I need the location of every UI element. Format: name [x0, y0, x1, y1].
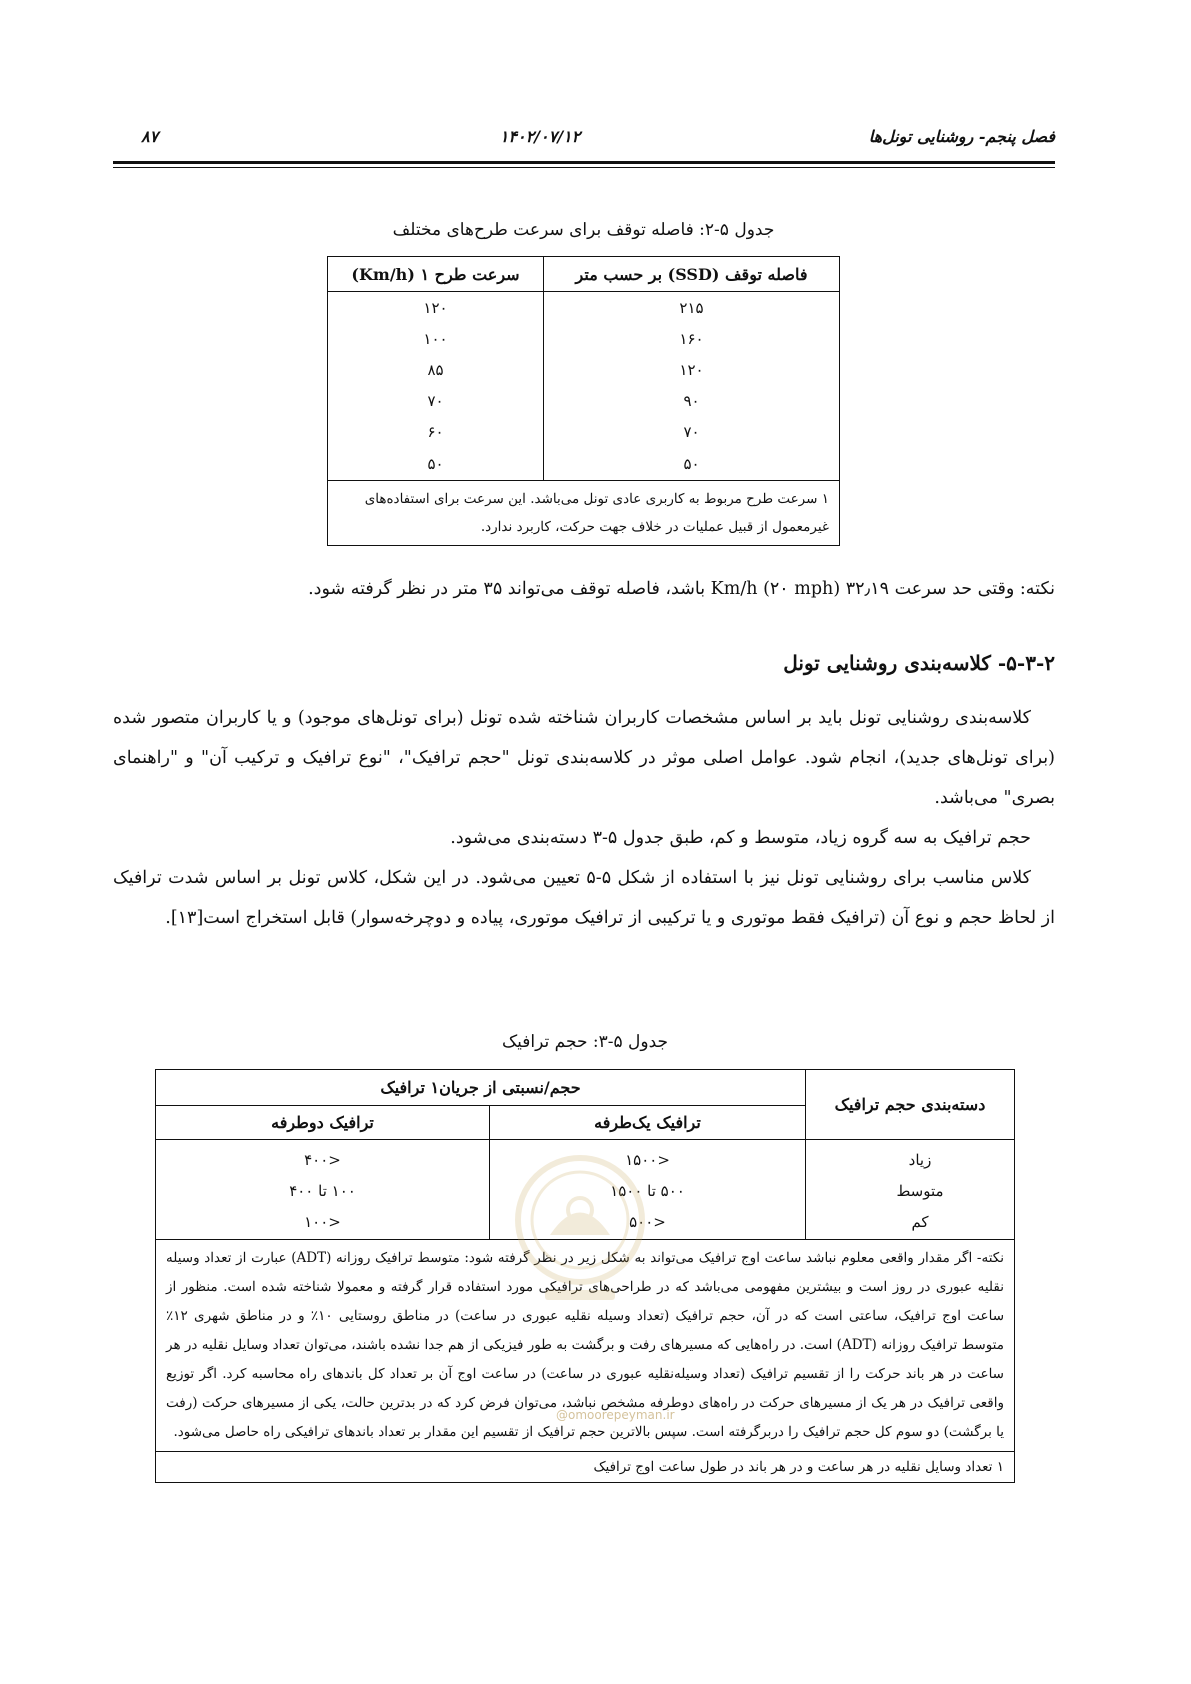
speed-cell: ۷۰ — [328, 385, 544, 416]
section-heading: ۵-۳-۲- کلاسه‌بندی روشنایی تونل — [783, 651, 1055, 675]
header-date: ۱۴۰۲/۰۷/۱۲ — [499, 127, 581, 146]
table-row — [328, 354, 840, 385]
ssd-cell: ۱۶۰ — [544, 323, 840, 354]
col-twoway-header: ترافیک دوطرفه — [156, 1106, 490, 1140]
watermark-text: @omoorepeyman.ir — [556, 1408, 675, 1422]
ssd-cell: ۷۰ — [544, 416, 840, 447]
paragraph: حجم ترافیک به سه گروه زیاد، متوسط و کم، طبق جدول ۵-۳ دسته‌بندی می‌شود. — [450, 828, 1031, 848]
table-footnote-row — [156, 1452, 1015, 1483]
category-cell: کم — [806, 1206, 1015, 1240]
oneway-cell: <۵۰۰ — [490, 1206, 806, 1240]
oneway-cell: <۱۵۰۰ — [490, 1140, 806, 1176]
header-rule-thin — [113, 167, 1055, 168]
twoway-cell: ۱۰۰ تا ۴۰۰ — [156, 1175, 490, 1206]
col-group-header: حجم/نسبتی از جریان۱ ترافیک — [156, 1070, 806, 1106]
chapter-title: فصل پنجم- روشنایی تونل‌ها — [868, 127, 1055, 146]
twoway-cell: <۱۰۰ — [156, 1206, 490, 1240]
paragraph: کلاسه‌بندی روشنایی تونل باید بر اساس مشخصات کاربران شناخته شده تونل (برای تونل‌های موجود) و یا کاربران متصور شده (برای تونل‌های جدید)، انجام شود. عوامل اصلی موثر در کلاسه‌بندی تونل "حجم ترافیک"، "نوع ترافیک و ترکیب آن" و "راهنمای بصری" می‌باشد. — [113, 708, 1055, 808]
col-category-header: دسته‌بندی حجم ترافیک — [806, 1070, 1015, 1140]
category-cell: متوسط — [806, 1175, 1015, 1206]
speed-cell: ۶۰ — [328, 416, 544, 447]
ssd-cell: ۲۱۵ — [544, 292, 840, 324]
table-row — [328, 416, 840, 447]
ssd-cell: ۹۰ — [544, 385, 840, 416]
oneway-cell: ۵۰۰ تا ۱۵۰۰ — [490, 1175, 806, 1206]
table2-footnote: ۱ تعداد وسایل نقلیه در هر ساعت و در هر باند در طول ساعت اوج ترافیک — [156, 1452, 1015, 1483]
col-oneway-header: ترافیک یک‌طرفه — [490, 1106, 806, 1140]
table-row — [328, 323, 840, 354]
header-rule-thick — [113, 161, 1055, 164]
table-row — [156, 1175, 1015, 1206]
table2-note: نکته- اگر مقدار واقعی معلوم نباشد ساعت اوج ترافیک می‌تواند به شکل زیر در نظر گرفته شود: متوسط ترافیک روزانه (ADT) عبارت از تعداد وسیله نقلیه عبوری در روز است و بیشترین مفهومی می‌باشد که در طراحی‌های ترافیکی مورد استفاده قرار گرفته و معمولا شناخته شده است. منظور از ساعت اوج ترافیک، ساعتی است که در آن، حجم ترافیک (تعداد وسیله نقلیه عبوری در ساعت) در مناطق روستایی ۱۰٪ و در مناطق شهری ۱۲٪ متوسط ترافیک روزانه (ADT) است. در راه‌هایی که مسیرهای رفت و برگشت به طور فیزیکی از هم جدا نشده باشند، می‌توان تعداد وسایل نقلیه در هر ساعت در هر باند حرکت را از تقسیم ترافیک (تعداد وسیله‌نقلیه عبوری در ساعت) در ساعت اوج آن بر تعداد کل باندهای راه محاسبه کرد. اگر توزیع واقعی ترافیک در هر یک از مسیرهای حرکت در راه‌های دوطرفه مشخص نباشد، می‌توان فرض کرد که در بدترین حالت، یکی از مسیرهای حرکت (رفت یا برگشت) دو سوم کل حجم ترافیک را دربرگرفته است. سپس بالاترین حجم ترافیک از تقسیم این مقدار بر تعداد باندهای ترافیکی راه حاصل می‌شود. — [156, 1240, 1015, 1452]
category-cell: زیاد — [806, 1140, 1015, 1176]
col-ssd-header: فاصله توقف (SSD) بر حسب متر — [544, 257, 840, 292]
table-header-row — [328, 257, 840, 292]
speed-cell: ۵۰ — [328, 447, 544, 481]
table-row — [156, 1140, 1015, 1176]
table-row — [328, 385, 840, 416]
table-header-row — [156, 1070, 1015, 1106]
stopping-distance-table — [327, 256, 840, 546]
table-row — [328, 292, 840, 324]
table-row — [156, 1206, 1015, 1240]
table-row — [328, 447, 840, 481]
ssd-cell: ۵۰ — [544, 447, 840, 481]
speed-cell: ۱۲۰ — [328, 292, 544, 324]
page-number: ۸۷ — [141, 127, 159, 146]
paragraph: کلاس مناسب برای روشنایی تونل نیز با استفاده از شکل ۵-۵ تعیین می‌شود. در این شکل، کلاس تونل بر اساس شدت ترافیک از لحاظ حجم و نوع آن (ترافیک فقط موتوری و یا ترکیبی از ترافیک موتوری، پیاده و دوچرخه‌سوار) قابل استخراج است[۱۳]. — [113, 868, 1055, 928]
speed-cell: ۱۰۰ — [328, 323, 544, 354]
speed-cell: ۸۵ — [328, 354, 544, 385]
table1-footnote: ۱ سرعت طرح مربوط به کاربری عادی تونل می‌باشد. این سرعت برای استفاده‌های غیرمعمول از قبیل عملیات در خلاف جهت حرکت، کاربرد ندارد. — [328, 481, 840, 546]
table1-caption: جدول ۵-۲: فاصله توقف برای سرعت طرح‌های مختلف — [392, 220, 775, 240]
ssd-cell: ۱۲۰ — [544, 354, 840, 385]
twoway-cell: <۴۰۰ — [156, 1140, 490, 1176]
speed-note: نکته: وقتی حد سرعت ۳۲٫۱۹ Km/h (۲۰ mph) باشد، فاصله توقف می‌تواند ۳۵ متر در نظر گرفته شود. — [308, 579, 1055, 599]
table2-caption: جدول ۵-۳: حجم ترافیک — [501, 1032, 669, 1052]
table-footnote-row — [328, 481, 840, 546]
col-speed-header: سرعت طرح ۱ (Km/h) — [328, 257, 544, 292]
